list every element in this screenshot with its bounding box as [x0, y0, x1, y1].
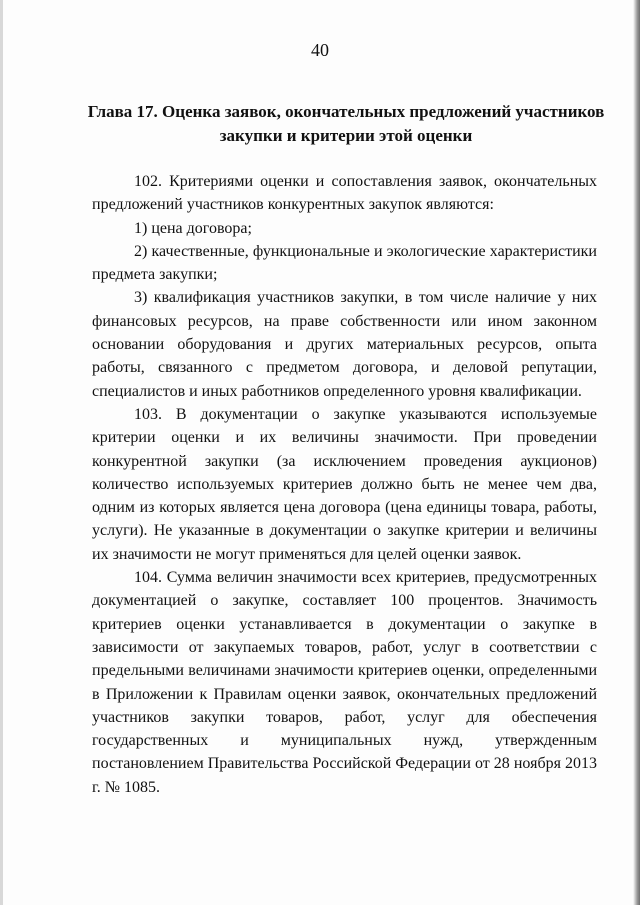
chapter-heading: Глава 17. Оценка заявок, окончательных предложений участников закупки и критерии этой оценки	[87, 102, 605, 145]
paragraph-104: 104. Сумма величин значимости всех критериев, предусмотренных документацией о закупке, составляет 100 процентов. Значимость критериев оценки устанавливается в документации о закупке в зависимости от закупаемых товаров, работ, услуг в соответствии с предельными величинами значимости критериев оценки, определенными в Приложении к Правилам оценки заявок, окончательных предложений участников закупки товаров, работ, услуг для обеспечения государственных и муниципальных нужд, утвержденным постановлением Правительства Российской Федерации от 28 ноября 2013 г. № 1085.	[92, 569, 597, 796]
list-item-quality: 2) качественные, функциональные и экологические характеристики предмета закупки;	[92, 242, 597, 284]
list-item-price: 1) цена договора;	[134, 219, 252, 237]
paragraph-103: 103. В документации о закупке указываются используемые критерии оценки и их величины значимости. При проведении конкурентной закупки (за исключением проведения аукционов) количество используемых критериев должно быть не менее чем два, одним из которых является цена договора (цена единицы товара, работы, услуги). Не указанные в документации о закупке критерии и величины их значимости не могут применяться для целей оценки заявок.	[92, 405, 597, 563]
page-number: 40	[311, 40, 329, 60]
scan-left-edge	[0, 0, 3, 905]
list-item-qualification: 3) квалификация участников закупки, в том числе наличие у них финансовых ресурсов, на праве собственности или ином законном основании оборудования и других материальных ресурсов, опыта работы, связанного с предметом договора, и деловой репутации, специалистов и иных работников определенного уровня квалификации.	[92, 289, 597, 400]
document-body	[92, 170, 597, 799]
paragraph-102: 102. Критериями оценки и сопоставления заявок, окончательных предложений участников конкурентных закупок являются:	[92, 173, 597, 214]
scan-right-edge	[633, 0, 640, 905]
